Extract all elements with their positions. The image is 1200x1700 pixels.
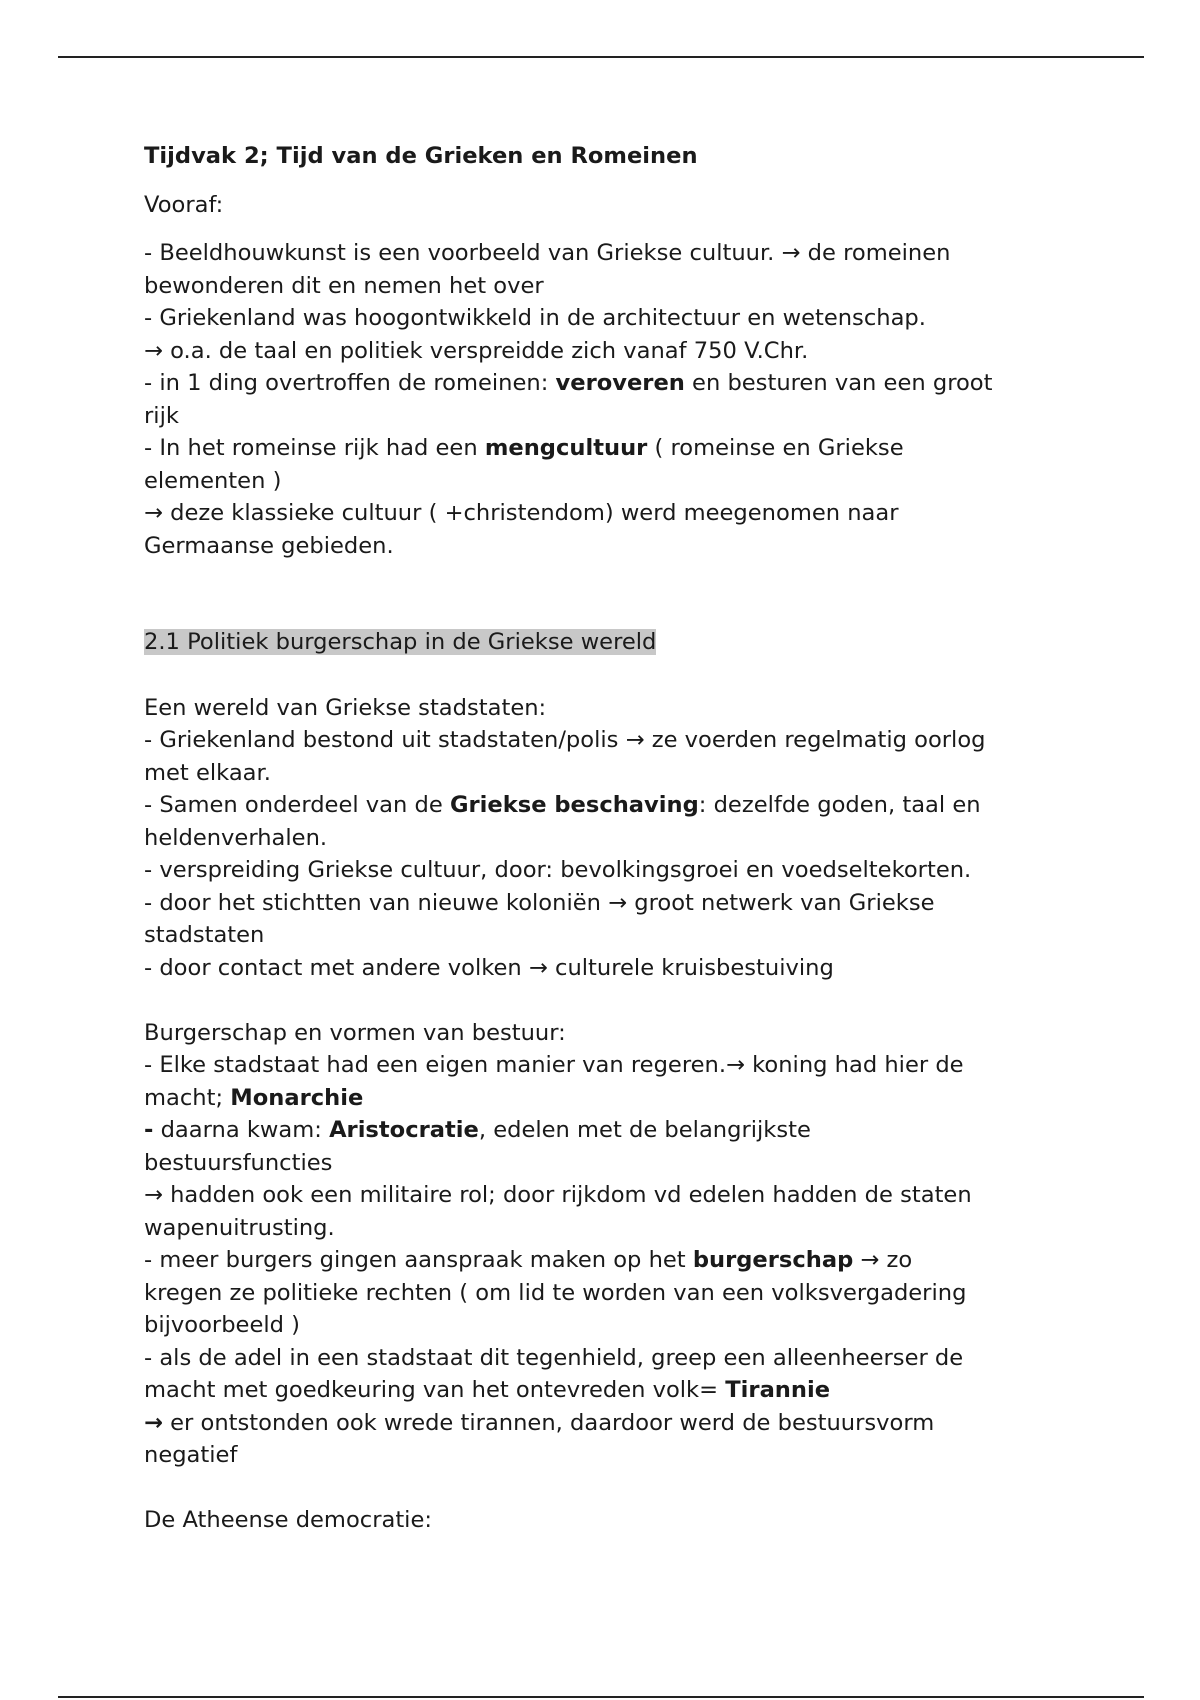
subheading-democratie: De Atheense democratie: — [144, 1507, 432, 1533]
text-run: ( romeinse en Griekse — [647, 435, 904, 461]
section-heading-text: 2.1 Politiek burgerschap in de Griekse wereld — [144, 629, 657, 655]
bestuur-line: negatief — [144, 1442, 238, 1468]
document-body — [144, 140, 1074, 1537]
text-run: macht met goedkeuring van het ontevreden volk= — [144, 1377, 726, 1403]
bestuur-line: - als de adel in een stadstaat dit tegenhield, greep een alleenheerser de — [144, 1344, 964, 1371]
bestuur-line: bijvoorbeeld ) — [144, 1312, 300, 1338]
bestuur-line: wapenuitrusting. — [144, 1214, 335, 1241]
text-run: - In het romeinse rijk had een — [144, 435, 485, 461]
bestuur-line: - Elke stadstaat had een eigen manier van regeren.→ koning had hier de — [144, 1052, 964, 1078]
stadstaten-line: - Griekenland bestond uit stadstaten/polis → ze voerden regelmatig oorlog — [144, 727, 986, 753]
bold-term-griekse-beschaving: Griekse beschaving — [449, 792, 699, 818]
intro-line: bewonderen dit en nemen het over — [144, 272, 544, 299]
intro-line: elementen ) — [144, 467, 282, 494]
intro-heading: Vooraf: — [144, 191, 224, 218]
bestuur-paragraph — [144, 1017, 1074, 1472]
subheading-bestuur: Burgerschap en vormen van bestuur: — [144, 1019, 566, 1046]
intro-line: rijk — [144, 402, 179, 429]
text-run: - meer burgers gingen aanspraak maken op het — [144, 1247, 693, 1273]
stadstaten-line — [144, 789, 1074, 822]
intro-line: - Beeldhouwkunst is een voorbeeld van Griekse cultuur. → de romeinen — [144, 240, 951, 266]
subheading-stadstaten: Een wereld van Griekse stadstaten: — [144, 694, 547, 721]
bestuur-line — [144, 1082, 1074, 1115]
text-run: daarna kwam: — [153, 1117, 330, 1143]
text-run: - Samen onderdeel van de — [144, 792, 450, 818]
bestuur-line: kregen ze politieke rechten ( om lid te worden van een volksvergadering — [144, 1279, 967, 1306]
bestuur-line: → hadden ook een militaire rol; door rijkdom vd edelen hadden de staten — [144, 1182, 972, 1208]
bold-term-veroveren: veroveren — [555, 370, 685, 396]
page-title: Tijdvak 2; Tijd van de Grieken en Romeinen — [144, 143, 698, 169]
bold-term-burgerschap: burgerschap — [692, 1247, 854, 1273]
footer-rule — [58, 1696, 1144, 1698]
stadstaten-paragraph — [144, 692, 1074, 985]
bestuur-line — [144, 1374, 1074, 1407]
header-rule — [58, 56, 1144, 58]
text-run: macht; — [144, 1084, 231, 1111]
bold-dash: - — [144, 1117, 154, 1143]
intro-line: Germaanse gebieden. — [144, 532, 394, 559]
bold-term-aristocratie: Aristocratie — [329, 1117, 479, 1143]
stadstaten-line: heldenverhalen. — [144, 824, 328, 851]
section-heading — [144, 626, 1074, 659]
text-run: : dezelfde goden, taal en — [698, 792, 981, 818]
bestuur-line: bestuursfuncties — [144, 1149, 333, 1176]
intro-paragraph — [144, 237, 1074, 562]
stadstaten-line: - door het stichtten van nieuwe koloniën → groot netwerk van Griekse — [144, 889, 935, 916]
intro-line — [144, 432, 1074, 465]
stadstaten-line: met elkaar. — [144, 759, 271, 786]
text-run: er ontstonden ook wrede tirannen, daardoor werd de bestuursvorm — [162, 1409, 935, 1436]
text-run: - in 1 ding overtroffen de romeinen: — [144, 370, 556, 396]
stadstaten-line: - door contact met andere volken → culturele kruisbestuiving — [144, 954, 834, 981]
bestuur-line — [144, 1244, 1074, 1277]
stadstaten-line: stadstaten — [144, 922, 265, 948]
bold-term-tirannie: Tirannie — [725, 1377, 831, 1403]
text-run: en besturen van een groot — [684, 370, 993, 396]
bold-term-mengcultuur: mengcultuur — [484, 435, 648, 461]
intro-line: - Griekenland was hoogontwikkeld in de architectuur en wetenschap. — [144, 305, 926, 331]
bold-arrow: → — [144, 1409, 163, 1436]
text-run: , edelen met de belangrijkste — [478, 1117, 811, 1143]
bestuur-line — [144, 1114, 1074, 1147]
stadstaten-line: - verspreiding Griekse cultuur, door: bevolkingsgroei en voedseltekorten. — [144, 857, 972, 883]
intro-line: → deze klassieke cultuur ( +christendom) werd meegenomen naar — [144, 500, 899, 526]
bestuur-line — [144, 1407, 1074, 1440]
intro-line — [144, 367, 1074, 400]
bold-term-monarchie: Monarchie — [230, 1084, 364, 1111]
text-run: → zo — [853, 1247, 913, 1273]
intro-line: → o.a. de taal en politiek verspreidde zich vanaf 750 V.Chr. — [144, 337, 809, 364]
